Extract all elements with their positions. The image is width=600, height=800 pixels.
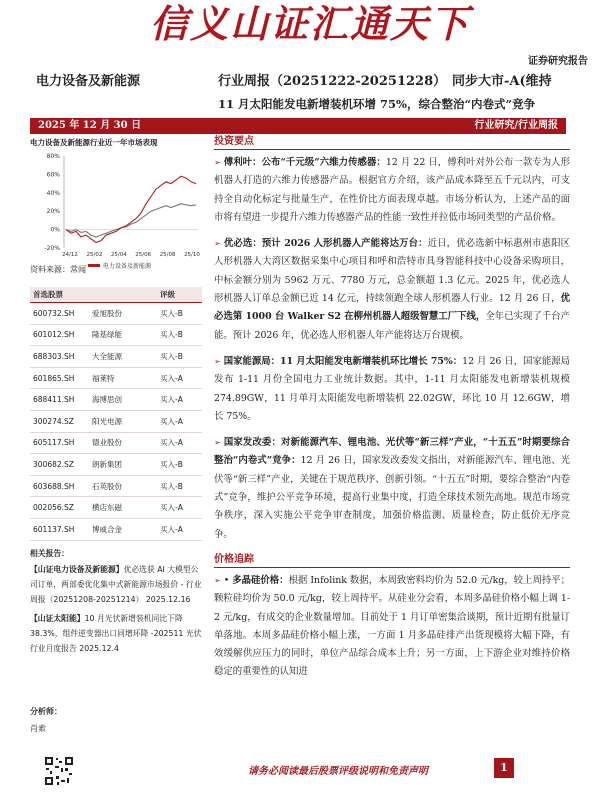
stock-rating: 买入-A	[160, 373, 183, 383]
table-row	[30, 476, 202, 498]
y-tick-label: 80%	[46, 153, 60, 160]
stock-name: 横店东磁	[92, 503, 122, 513]
legend-label: 电力设备及新能源	[103, 263, 152, 270]
report-category: 行业研究/行业周报	[474, 120, 558, 131]
stock-name: 福莱特	[92, 373, 115, 383]
x-tick-label: 25/06	[135, 252, 152, 258]
stock-code: 601137.SH	[33, 524, 75, 534]
table-row	[30, 497, 202, 519]
header-stock: 首选股票	[33, 290, 63, 299]
bullet-dot-icon: •	[223, 574, 230, 586]
stock-code: 002056.SZ	[33, 503, 74, 513]
table-row	[30, 433, 202, 455]
price-tracking-heading: 价格追踪	[214, 552, 570, 568]
header-rating: 评级	[160, 290, 175, 299]
date-bar	[30, 118, 566, 134]
investment-point: ➢ 国家发改委：对新能源汽车、锂电池、光伏等“新三样”产业，“十五五”时期要综合整治“内卷式”竞争：12 月 26 日，国家发改委发文指出，对新能源汽车、锂电池、光伏等“新三样”产业，关键在于规范秩序、创新引领。“十五五”时期，要综合整治“内卷式”竞争，维护公平竞争环境，提高行业集中度，打造全球技术领先高地。规范市场竞争秩序，深入实施公平竞争审查制度，加强价格监测、质量检查，防止低价无序竞争。	[214, 437, 570, 540]
investment-heading: 投资要点	[214, 134, 570, 150]
stock-code: 603688.SH	[33, 481, 75, 491]
bullet-arrow-icon: ➢	[214, 239, 221, 249]
stock-rating: 买入-B	[160, 481, 183, 491]
disclaimer-text: 请务必阅读最后股票评级说明和免责声明	[248, 766, 428, 777]
x-tick-label: 25/04	[110, 252, 127, 258]
stock-rating: 买入-A	[160, 416, 183, 426]
stock-code: 300682.SZ	[33, 459, 74, 469]
x-tick-label: 25/02	[86, 252, 103, 258]
related-label: 相关报告：	[30, 549, 69, 558]
related-report-item[interactable]: 【山证电力设备及新能源】优必选获 AI 大模型公司订单，两部委优化集中式新能源市场报价 - 行业周报（20251208-20251214） 2025.12.16	[30, 565, 202, 604]
stock-rating: 买入-B	[160, 459, 183, 469]
stock-rating: 买入-A	[160, 503, 183, 513]
stock-name: 爱旭股份	[92, 308, 122, 318]
report-subtitle: 11 月太阳能发电新增装机环增 75%，综合整治“内卷式”竞争	[218, 97, 536, 111]
stock-code: 605117.SH	[33, 438, 75, 448]
stock-code: 600732.SH	[33, 308, 75, 318]
left-sidebar	[30, 134, 202, 754]
x-tick-label: 24/12	[62, 252, 78, 258]
series-line	[66, 204, 196, 237]
bullet-arrow-icon: ➢	[214, 438, 221, 448]
price-point: ➢ • 多晶硅价格：根据 Infolink 数据，本周致密料均价为 52.0 元/kg，较上周持平；颗粒硅均价为 50.0 元/kg，较上周持平。从硅业分会看，本周多晶硅价格小幅上调 1-2 元/kg，有成交的企业数量增加。目前处于 1 月订单密集洽谈期，预计近期有批量订单落地。本周多晶硅价格小幅上涨，一方面 1 月多晶硅排产出货现模将大幅下降，有效缓解供应压力的同时，单位产品综合成本上升；另一方面，上下游企业对维持价格稳定的重要性的认知进	[214, 574, 570, 678]
qr-code-icon	[44, 756, 74, 786]
bullet-arrow-icon: ➢	[214, 356, 221, 366]
x-tick-label: 25/10	[184, 252, 200, 258]
sector-name: 电力设备及新能源	[36, 74, 141, 89]
stock-name: 朗新集团	[92, 459, 122, 469]
bullet-arrow-icon: ➢	[214, 575, 221, 585]
table-row	[30, 519, 202, 541]
stock-code: 300274.SZ	[33, 416, 74, 426]
table-row	[30, 411, 202, 433]
stock-name: 海博思创	[92, 395, 122, 405]
table-row	[30, 454, 202, 476]
stock-rating: 买入-A	[160, 395, 183, 405]
table-row	[30, 303, 202, 325]
investment-point: ➢ 优必选：预计 2026 人形机器人产能将达万台：近日，优必选新中标惠州市惠阳区人形机器人大湾区数据采集中心项目和呼和浩特市具身智能科技中心设备采购项目，中标金额分别为 5962 万元、7780 万元，总金额超 1.3 亿元。2025 年，优必选人形机器人订单总金额已近 14 亿元，持续领跑全球人形机器人行业。12 月 26 日，优必选第 1000 台 Walker S2 在柳州机器人超级智慧工厂下线，全年已实现了千台产能。预计 2026 年，优必选人形机器人年产能将达万台规模。	[214, 238, 570, 341]
y-tick-label: 0%	[50, 226, 60, 234]
bullet-arrow-icon: ➢	[214, 158, 221, 167]
stock-name: 德业股份	[92, 438, 122, 448]
report-type-tag: 证券研究报告	[528, 56, 588, 67]
report-title: 行业周报（20251222-20251228）	[218, 74, 447, 89]
industry-rating: 同步大市-A(维持	[452, 74, 552, 89]
stock-code: 601865.SH	[33, 373, 75, 383]
page-number: 1	[494, 758, 514, 778]
x-tick-label: 25/08	[159, 252, 176, 258]
stock-name: 石英股份	[92, 481, 122, 491]
page-footer	[0, 752, 600, 800]
stock-code: 688303.SH	[33, 351, 75, 361]
stock-rating: 买入-A	[160, 524, 183, 534]
analyst-block	[30, 706, 62, 734]
market-performance-chart	[30, 148, 202, 276]
table-row	[30, 389, 202, 411]
series-line	[66, 176, 196, 242]
stock-rating: 买入-B	[160, 330, 183, 340]
data-source: 资料来源：常闻	[30, 265, 86, 274]
stock-code: 601012.SH	[33, 330, 75, 340]
stock-name: 阳光电源	[92, 416, 122, 426]
brand-slogan	[150, 0, 470, 48]
preferred-stocks-table	[30, 287, 202, 541]
y-tick-label: 60%	[46, 171, 60, 179]
main-content	[214, 134, 570, 690]
y-tick-label: 40%	[46, 189, 60, 197]
stock-name: 博威合金	[92, 524, 122, 534]
slogan-part2: 汇通天下	[310, 1, 471, 46]
table-row	[30, 368, 202, 390]
table-row	[30, 325, 202, 347]
related-reports	[30, 546, 202, 660]
stock-code: 688411.SH	[33, 395, 75, 405]
analyst-label: 分析师：	[30, 707, 62, 716]
stock-name: 大全能源	[92, 351, 122, 361]
table-header	[30, 287, 202, 303]
chart-title: 电力设备及新能源行业近一年市场表现	[30, 138, 158, 147]
stock-rating: 买入-B	[160, 351, 183, 361]
report-date: 2025 年 12 月 30 日	[38, 120, 142, 131]
slogan-part1: 信义山证	[150, 1, 311, 46]
y-tick-label: 20%	[46, 208, 60, 216]
y-tick-label: -20%	[44, 245, 60, 252]
stock-name: 隆基绿能	[92, 330, 122, 340]
table-row	[30, 346, 202, 368]
chart-svg	[30, 148, 202, 276]
investment-point: ➢ 国家能源局：11 月太阳能发电新增装机环比增长 75%：12 月 26 日，国家能源局发布 1-11 月份全国电力工业统计数据。其中，1-11 月太阳能发电新增装机规模 274.89GW，11 月单月太阳能发电新增装机 22.02GW，环比 10 月 12.6GW，增长 75%。	[214, 355, 570, 422]
analyst-name: 肖索	[30, 724, 46, 733]
investment-point: ➢ 傅利叶：公布“千元级”六维力传感器：12 月 22 日，傅利叶对外公布一款专为人形机器人打造的六维力传感器产品。根据官方介绍，该产品成本降至五千元以内，可支持全自动化标定与批量生产，在性价比方面表现卓越。市场分析认为，上述产品的面市将有望进一步提升六维力传感器产品的性能一致性并拉低市场同类型的产品价格。	[214, 157, 570, 223]
legend-swatch	[88, 264, 100, 267]
stock-rating: 买入-B	[160, 308, 183, 318]
stock-rating: 买入-A	[160, 438, 183, 448]
related-report-item[interactable]: 【山证太阳能】10 月光伏新增装机同比下降 38.3%，组件逆变器出口同增环降 -202511 光伏行业月度报告 2025.12.4	[30, 614, 202, 653]
